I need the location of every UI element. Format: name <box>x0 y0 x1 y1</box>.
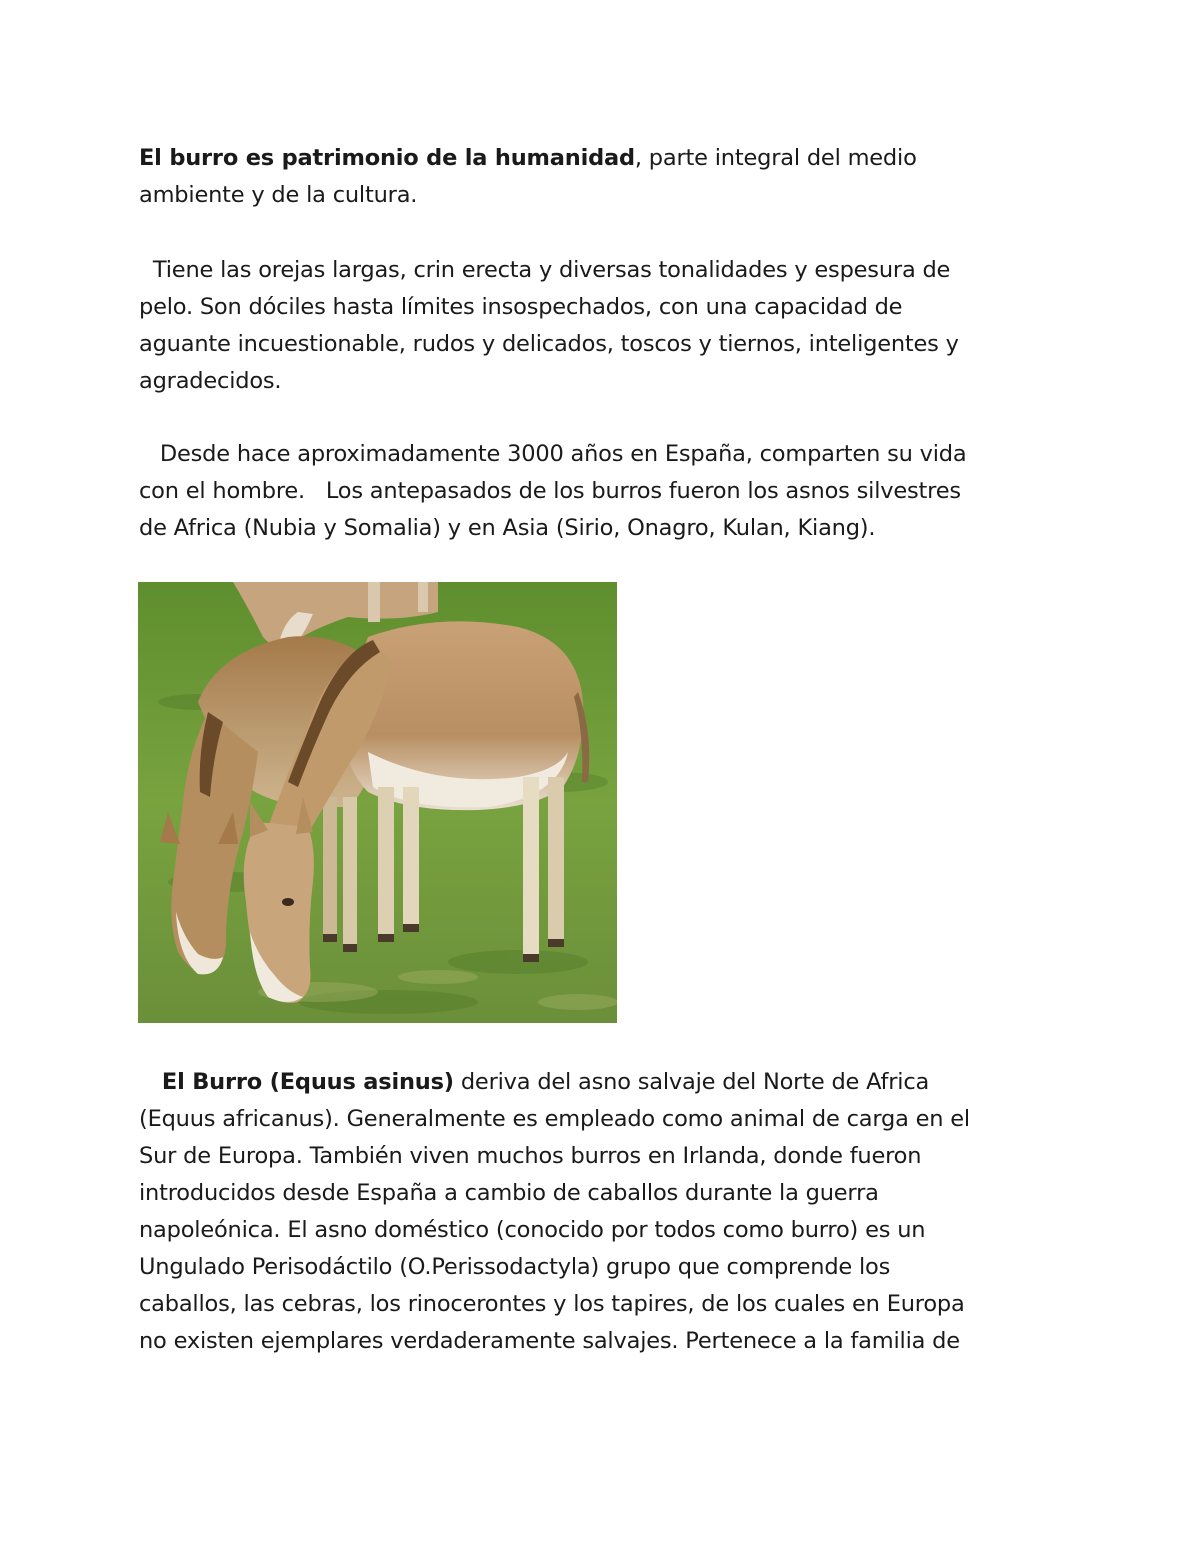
intro-paragraph <box>139 140 1069 214</box>
intro-line-1-rest: , parte integral del medio <box>634 145 917 171</box>
species-line: Sur de Europa. También viven muchos burros en Irlanda, donde fueron <box>139 1143 922 1169</box>
species-bold-text: El Burro (Equus asinus) <box>139 1069 454 1095</box>
history-line: Desde hace aproximadamente 3000 años en España, comparten su vida <box>139 441 967 467</box>
species-line: introducidos desde España a cambio de caballos durante la guerra <box>139 1180 879 1206</box>
species-line: Ungulado Perisodáctilo (O.Perissodactyla) grupo que comprende los <box>139 1254 891 1280</box>
donkeys-grazing-photo <box>138 582 617 1023</box>
species-line: no existen ejemplares verdaderamente salvajes. Pertenece a la familia de <box>139 1328 960 1354</box>
species-line-1-rest: deriva del asno salvaje del Norte de Africa <box>453 1069 930 1095</box>
history-line: de Africa (Nubia y Somalia) y en Asia (Sirio, Onagro, Kulan, Kiang). <box>139 515 876 541</box>
features-line: Tiene las orejas largas, crin erecta y diversas tonalidades y espesura de <box>139 257 951 283</box>
intro-bold-text: El burro es patrimonio de la humanidad <box>139 145 635 171</box>
history-line: con el hombre. Los antepasados de los burros fueron los asnos silvestres <box>139 478 961 504</box>
intro-line-2: ambiente y de la cultura. <box>139 182 418 208</box>
features-line: agradecidos. <box>139 368 282 394</box>
species-paragraph <box>139 1064 1069 1360</box>
features-paragraph <box>139 252 1069 400</box>
features-line: pelo. Son dóciles hasta límites insospechados, con una capacidad de <box>139 294 903 320</box>
species-line: napoleónica. El asno doméstico (conocido por todos como burro) es un <box>139 1217 926 1243</box>
species-line-1 <box>139 1064 1069 1101</box>
features-line: aguante incuestionable, rudos y delicados, toscos y tiernos, inteligentes y <box>139 331 959 357</box>
intro-line-1 <box>139 140 1069 177</box>
history-paragraph <box>139 436 1069 547</box>
donkeys-grazing-icon <box>138 582 617 1023</box>
species-line: caballos, las cebras, los rinocerontes y los tapires, de los cuales en Europa <box>139 1291 965 1317</box>
species-line: (Equus africanus). Generalmente es empleado como animal de carga en el <box>139 1106 970 1132</box>
